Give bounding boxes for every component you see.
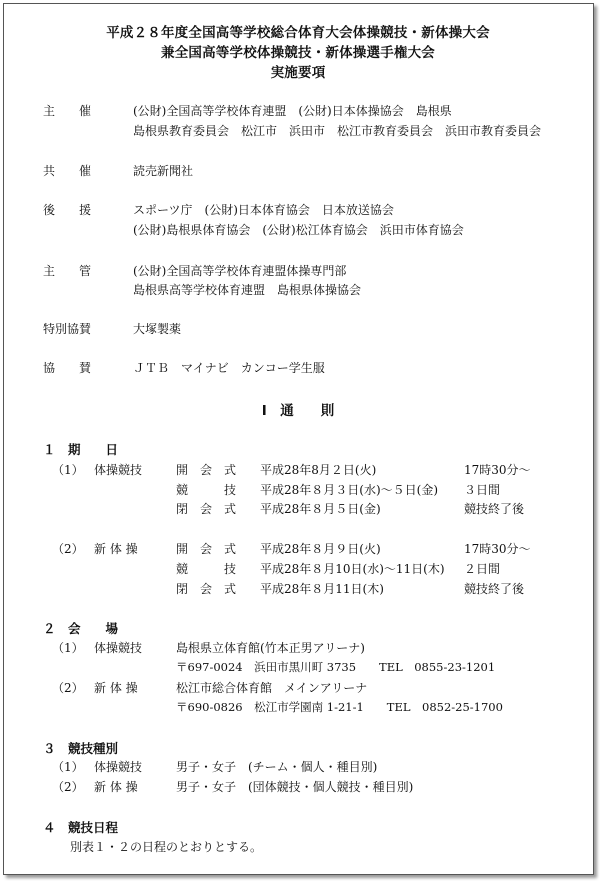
s1-b-row-note: 17時30分～ <box>464 542 531 556</box>
s1-b-name: 新 体 操 <box>94 542 138 556</box>
s1-a-row-kind: 競 技 <box>176 483 237 497</box>
s3-b-name: 新 体 操 <box>94 780 138 794</box>
s1-b-row-note: 競技終了後 <box>464 582 525 596</box>
chapter-heading: Ⅰ 通 則 <box>261 403 335 419</box>
s3-b-number: （2） <box>52 780 84 794</box>
s1-b-row-date: 平成28年８月10日(水)～11日(木) <box>260 562 445 576</box>
shusai-line-2: 島根県教育委員会 松江市 浜田市 松江市教育委員会 浜田市教育委員会 <box>133 124 542 138</box>
s1-b-row-note: ２日間 <box>464 562 501 576</box>
s2-a-name: 体操競技 <box>94 641 143 655</box>
s3-b-detail: 男子・女子 (団体競技・個人競技・種目別) <box>176 780 414 794</box>
s3-a-number: （1） <box>52 760 84 774</box>
s1-a-row-date: 平成28年８月５日(金) <box>260 502 381 516</box>
kyosai-label: 共 催 <box>43 164 92 178</box>
title-line-2: 兼全国高等学校体操競技・新体操選手権大会 <box>161 45 435 61</box>
s1-a-row-date: 平成28年8月２日(火) <box>260 463 377 477</box>
s2-a-address: 〒697-0024 浜田市黒川町 3735 TEL 0855-23-1201 <box>176 660 496 674</box>
koen-line-1: スポーツ庁 (公財)日本体育協会 日本放送協会 <box>133 203 394 217</box>
shusai-label: 主 催 <box>43 104 92 118</box>
shukan-line-1: (公財)全国高等学校体育連盟体操専門部 <box>133 264 347 278</box>
s2-a-venue: 島根県立体育館(竹本正男アリーナ) <box>176 641 365 655</box>
shukan-label: 主 管 <box>43 264 92 278</box>
title-line-3: 実施要項 <box>270 65 326 81</box>
section-2-heading: ２ 会 場 <box>43 621 119 636</box>
shusai-line-1: (公財)全国高等学校体育連盟 (公財)日本体操協会 島根県 <box>133 104 452 118</box>
s3-a-name: 体操競技 <box>94 760 143 774</box>
kyosai-line-1: 読売新聞社 <box>133 164 194 178</box>
koen-label: 後 援 <box>43 203 92 217</box>
s1-b-row-kind: 開 会 式 <box>176 542 237 556</box>
s1-a-row-note: ３日間 <box>464 483 501 497</box>
tokubetsu-label: 特別協賛 <box>43 322 92 336</box>
s1-a-name: 体操競技 <box>94 463 143 477</box>
s2-b-address: 〒690-0826 松江市学園南 1-21-1 TEL 0852-25-1700 <box>176 700 503 714</box>
section-4-heading: ４ 競技日程 <box>43 820 119 835</box>
s1-b-row-date: 平成28年８月11日(木) <box>260 582 384 596</box>
s1-a-number: （1） <box>52 463 84 477</box>
s2-a-number: （1） <box>52 641 84 655</box>
koen-line-2: (公財)島根県体育協会 (公財)松江体育協会 浜田市体育協会 <box>133 223 464 237</box>
kyosan-line-1: ＪＴＢ マイナビ カンコー学生服 <box>133 361 325 375</box>
s2-b-name: 新 体 操 <box>94 681 138 695</box>
s1-b-row-kind: 競 技 <box>176 562 237 576</box>
tokubetsu-line-1: 大塚製薬 <box>133 322 182 336</box>
section-1-heading: １ 期 日 <box>43 442 119 457</box>
s1-a-row-note: 17時30分～ <box>464 463 531 477</box>
s2-b-venue: 松江市総合体育館 メインアリーナ <box>176 681 368 695</box>
s1-b-row-date: 平成28年８月９日(火) <box>260 542 381 556</box>
title-line-1: 平成２８年度全国高等学校総合体育大会体操競技・新体操大会 <box>106 25 490 41</box>
s1-b-row-kind: 閉 会 式 <box>176 582 237 596</box>
s1-a-row-note: 競技終了後 <box>464 502 525 516</box>
s1-a-row-date: 平成28年８月３日(水)～５日(金) <box>260 483 438 497</box>
section-3-heading: ３ 競技種別 <box>43 741 119 756</box>
s1-a-row-kind: 開 会 式 <box>176 463 237 477</box>
s2-b-number: （2） <box>52 681 84 695</box>
shukan-line-2: 島根県高等学校体育連盟 島根県体操協会 <box>133 283 362 297</box>
s3-a-detail: 男子・女子 (チーム・個人・種目別) <box>176 760 378 774</box>
s1-b-number: （2） <box>52 542 84 556</box>
s1-a-row-kind: 閉 会 式 <box>176 502 237 516</box>
kyosan-label: 協 賛 <box>43 361 92 375</box>
s4-text: 別表１・２の日程のとおりとする。 <box>70 840 263 854</box>
